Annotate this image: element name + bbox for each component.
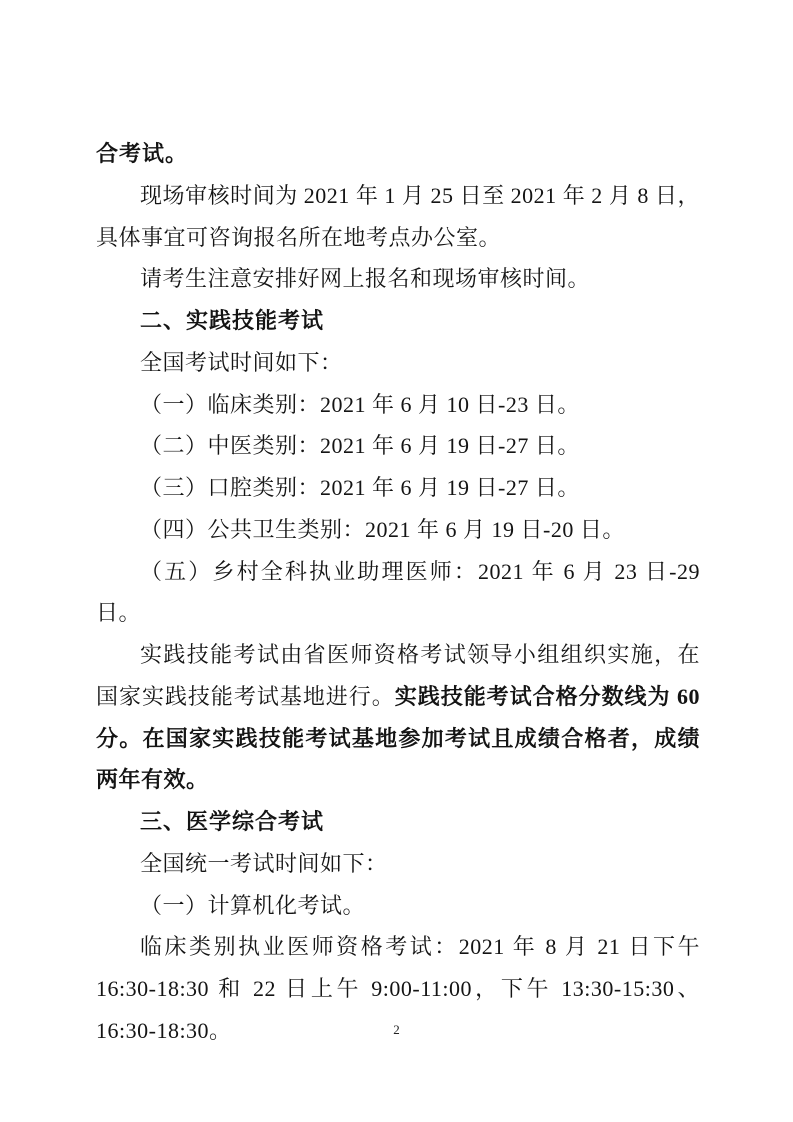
organization-normal-text: 实践技能考试由省医师资格考试领导小组组织实施，在国家实践技能考试基地进行。 [96,642,700,709]
paragraph-computer-exam-item: （一）计算机化考试。 [140,892,366,918]
exam-date-item-rural-assistant: （五）乡村全科执业助理医师：2021 年 6 月 23 日-29 日。 [96,558,700,626]
exam-date-item-tcm: （二）中医类别：2021 年 6 月 19 日-27 日。 [140,433,580,459]
paragraph-national-time-intro: 全国考试时间如下： [140,349,343,375]
paragraph-unified-time-intro: 全国统一考试时间如下： [140,850,388,876]
section2-heading: 二、实践技能考试 [140,308,325,333]
section3-heading: 三、医学综合考试 [140,809,325,834]
paragraph-continuation-tail: 合考试。 [96,141,189,166]
exam-date-item-dental: （三）口腔类别：2021 年 6 月 19 日-27 日。 [140,475,580,500]
paragraph-clinical-schedule: 临床类别执业医师资格考试：2021 年 8 月 21 日下午 16:30-18:30 和 22 日上午 9:00-11:00，下午 13:30-15:30、16:30-18:30。 [96,934,700,1043]
paragraph-onsite-review: 现场审核时间为 2021 年 1 月 25 日至 2021 年 2 月 8 日，具体事宜可咨询报名所在地考点办公室。 [96,182,700,250]
paragraph-reminder: 请考生注意安排好网上报名和现场审核时间。 [140,266,591,292]
organization-bold-text: 实践技能考试合格分数线为 60 分。在国家实践技能考试基地参加考试且成绩合格者，成绩两年有效。 [96,683,700,793]
exam-date-item-clinical: （一）临床类别：2021 年 6 月 10 日-23 日。 [140,391,580,417]
page-number: 2 [393,1022,400,1037]
document-body [96,133,700,1052]
exam-date-item-public-health: （四）公共卫生类别：2021 年 6 月 19 日-20 日。 [140,516,625,542]
paragraph-organization [96,634,700,801]
